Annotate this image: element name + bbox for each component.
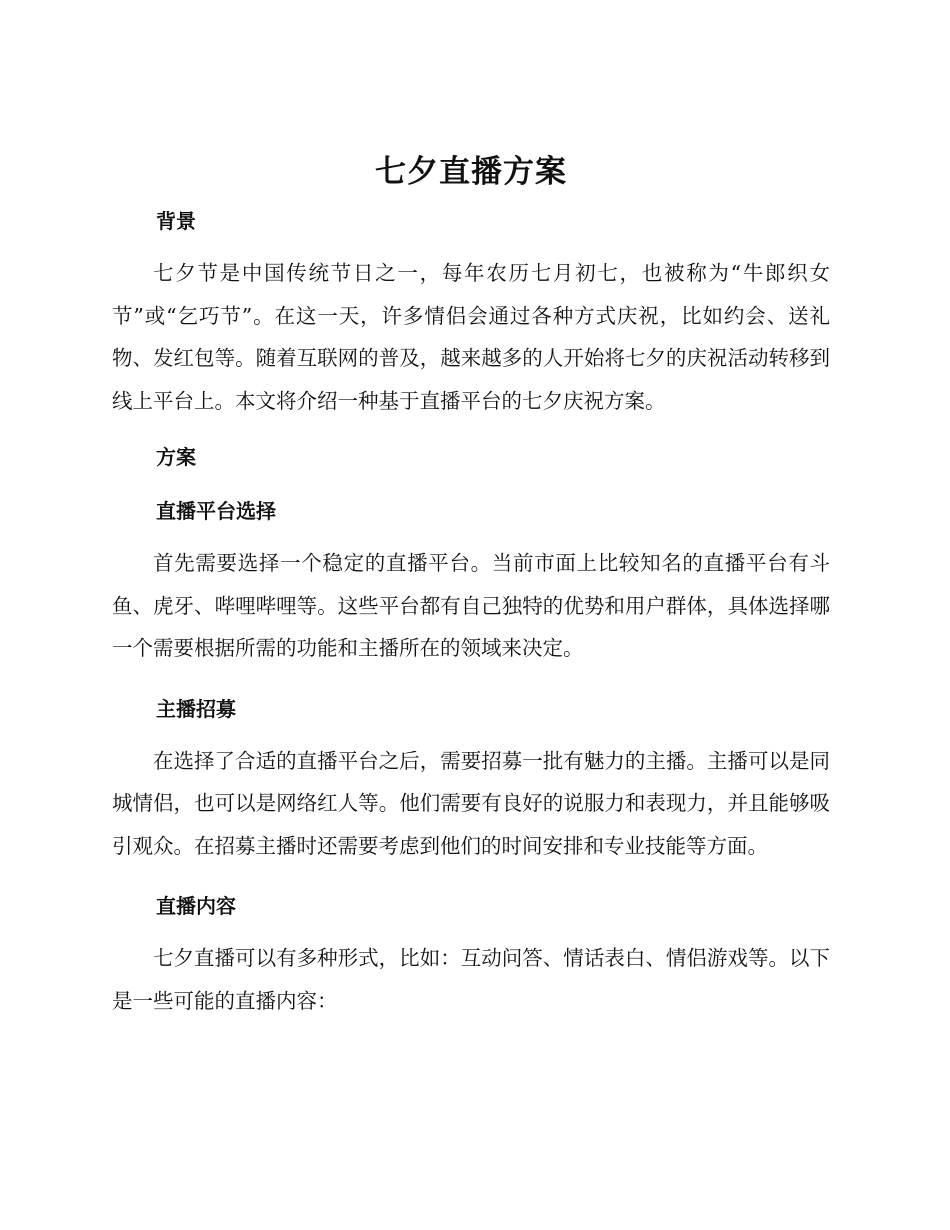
section-paragraph-host-recruitment: 在选择了合适的直播平台之后，需要招募一批有魅力的主播。主播可以是同城情侣，也可以是网络红人等。他们需要有良好的说服力和表现力，并且能够吸引观众。在招募主播时还需要考虑到他们的时间安排和专业技能等方面。 — [112, 748, 830, 858]
section-heading-live-content: 直播内容 — [156, 894, 236, 918]
section-paragraph-live-content: 七夕直播可以有多种形式，比如：互动问答、情话表白、情侣游戏等。以下是一些可能的直播内容： — [112, 946, 830, 1013]
section-heading-plan: 方案 — [156, 445, 196, 469]
document-body — [112, 150, 830, 1022]
section-heading-background: 背景 — [156, 209, 196, 233]
section-paragraph-platform-selection: 首先需要选择一个稳定的直播平台。当前市面上比较知名的直播平台有斗鱼、虎牙、哔哩哔哩等。这些平台都有自己独特的优势和用户群体，具体选择哪一个需要根据所需的功能和主播所在的领域来决定。 — [112, 551, 830, 660]
section-heading-host-recruitment: 主播招募 — [156, 696, 236, 721]
document-title: 七夕直播方案 — [375, 154, 567, 190]
section-heading-platform-selection: 直播平台选择 — [156, 499, 276, 523]
section-paragraph-background: 七夕节是中国传统节日之一，每年农历七月初七，也被称为“牛郎织女节”或“乞巧节”。在这一天，许多情侣会通过各种方式庆祝，比如约会、送礼物、发红包等。随着互联网的普及，越来越多的人开始将七夕的庆祝活动转移到线上平台上。本文将介绍一种基于直播平台的七夕庆祝方案。 — [112, 261, 830, 413]
